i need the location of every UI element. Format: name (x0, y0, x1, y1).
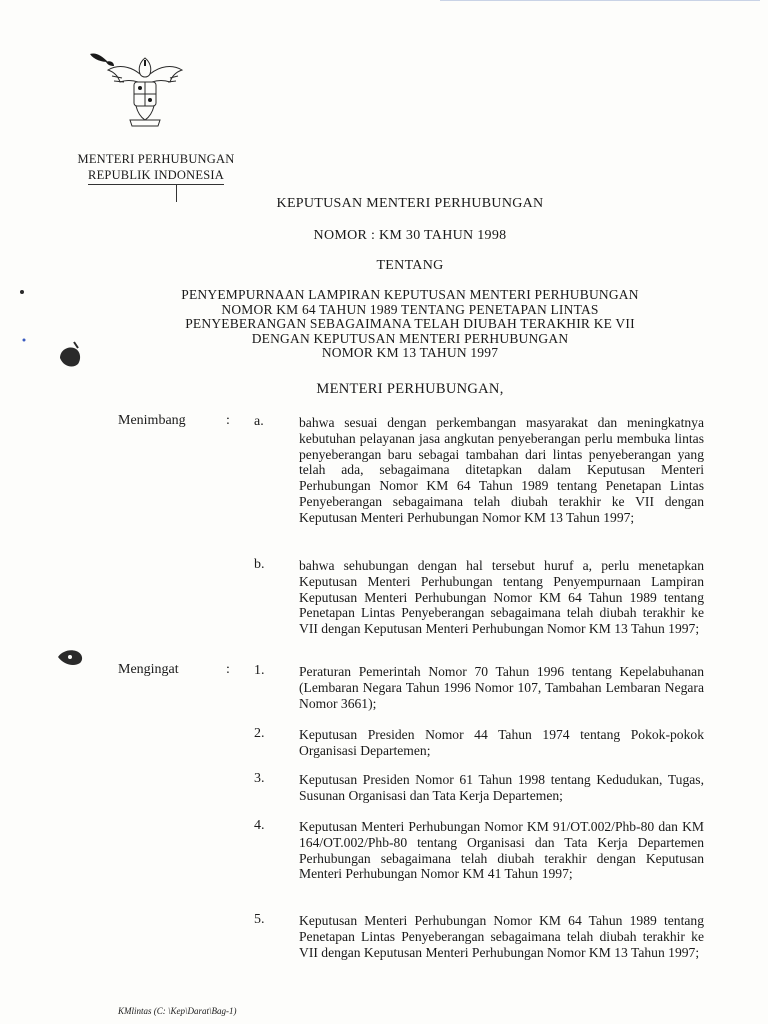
office-line-republic: REPUBLIK INDONESIA (88, 167, 224, 185)
mengingat-label: Mengingat (118, 662, 179, 677)
scan-edge-line (440, 0, 760, 1)
mengingat-item-4: Keputusan Menteri Perhubungan Nomor KM 91/OT.002/Phb-80 dan KM 164/OT.002/Phb-80 tentang Organisasi dan Tata Kerja Departemen Perhubungan sebagaimana telah diubah terakhir dengan Keputusan Menteri Perhubungan Nomor KM 41 Tahun 1997; (299, 819, 704, 882)
subject-line: NOMOR KM 13 TAHUN 1997 (321, 345, 499, 361)
mengingat-marker-4: 4. (254, 818, 265, 833)
menimbang-colon: : (226, 413, 230, 428)
subject-line: NOMOR KM 64 TAHUN 1989 TENTANG PENETAPAN LINTAS (221, 301, 599, 317)
mengingat-colon: : (226, 662, 230, 677)
mengingat-item-2: Keputusan Presiden Nomor 44 Tahun 1974 tentang Pokok-pokok Organisasi Departemen; (299, 727, 704, 758)
menimbang-item-b: bahwa sehubungan dengan hal tersebut huruf a, perlu menetapkan Keputusan Menteri Perhubungan tentang Penyempurnaan Lampiran Keputusan Menteri Perhubungan Nomor KM 64 Tahun 1989 tentang Penetapan Lintas Penyeberangan sebagaimana telah diubah terakhir ke VII dengan Keputusan Menteri Perhubungan Nomor KM 13 Tahun 1997; (299, 558, 704, 637)
scan-speck-icon (56, 338, 86, 370)
scan-speck-icon (20, 336, 28, 344)
mengingat-item-1: Peraturan Pemerintah Nomor 70 Tahun 1996 tentang Kepelabuhanan (Lembaran Negara Tahun 1996 Nomor 107, Tambahan Lembaran Negara Nomor 3661); (299, 664, 704, 711)
decree-authority: MENTERI PERHUBUNGAN, (316, 381, 504, 397)
menimbang-label: Menimbang (118, 413, 186, 428)
office-line-minister: MENTERI PERHUBUNGAN (77, 152, 235, 166)
menimbang-marker-b: b. (254, 557, 265, 572)
menimbang-item-a: bahwa sesuai dengan perkembangan masyarakat dan meningkatnya kebutuhan pelayanan jasa angkutan penyeberangan perlu membuka lintas penyeberangan baru sebagai tambahan dari lintas penyeberangan yang telah ada, sebagaimana ditetapkan dalam Keputusan Menteri Perhubungan Nomor KM 64 Tahun 1989 tentang Penetapan Lintas Penyeberangan sebagaimana telah diubah terakhir ke VII dengan Keputusan Menteri Perhubungan Nomor KM 13 Tahun 1997; (299, 415, 704, 525)
menimbang-marker-a: a. (254, 414, 264, 429)
mengingat-item-3: Keputusan Presiden Nomor 61 Tahun 1998 tentang Kedudukan, Tugas, Susunan Organisasi dan Tata Kerja Departemen; (299, 772, 704, 803)
subject-line: PENYEMPURNAAN LAMPIRAN KEPUTUSAN MENTERI PERHUBUNGAN (181, 287, 639, 302)
scan-speck-icon (88, 50, 110, 66)
subject-line: PENYEBERANGAN SEBAGAIMANA TELAH DIUBAH TERAKHIR KE VII (185, 316, 635, 332)
mengingat-marker-3: 3. (254, 771, 265, 786)
decree-number: NOMOR : KM 30 TAHUN 1998 (313, 228, 507, 243)
subject-line: DENGAN KEPUTUSAN MENTERI PERHUBUNGAN (251, 330, 569, 346)
decree-about: TENTANG (376, 258, 444, 273)
decree-subject (150, 288, 670, 361)
mengingat-item-5: Keputusan Menteri Perhubungan Nomor KM 64 Tahun 1989 tentang Penetapan Lintas Penyeberangan sebagaimana telah diubah terakhir ke VII dengan Keputusan Menteri Perhubungan Nomor KM 13 Tahun 1997; (299, 913, 704, 960)
file-path-footer: KMlintas (C: \Kep\Darat\Bag-1) (118, 1006, 237, 1016)
mengingat-marker-1: 1. (254, 663, 265, 678)
mengingat-marker-5: 5. (254, 912, 265, 927)
decree-title: KEPUTUSAN MENTERI PERHUBUNGAN (276, 196, 544, 211)
garuda-emblem-icon (100, 48, 190, 134)
mengingat-marker-2: 2. (254, 726, 265, 741)
scan-speck-icon (18, 288, 26, 296)
scan-speck-icon (56, 645, 86, 669)
issuing-office (62, 151, 250, 185)
